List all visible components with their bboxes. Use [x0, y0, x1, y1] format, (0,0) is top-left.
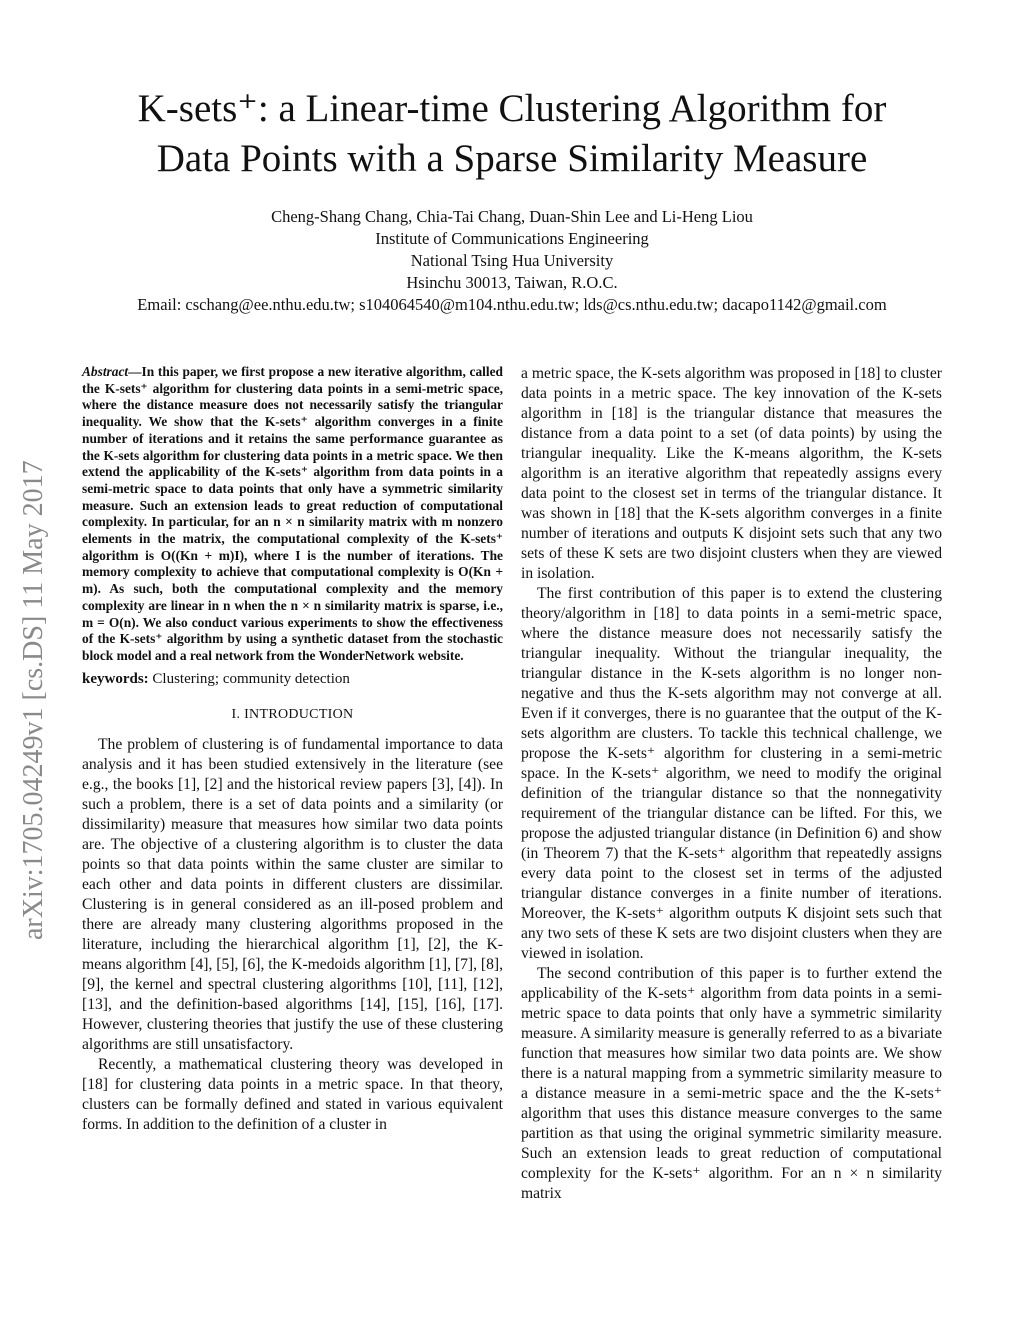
right-column [521, 364, 942, 1204]
paper-title [0, 84, 1024, 184]
keywords-label: keywords: [82, 670, 149, 687]
author-names: Cheng-Shang Chang, Chia-Tai Chang, Duan-Shin Lee and Li-Heng Liou [271, 207, 753, 226]
affiliation-institute: Institute of Communications Engineering [375, 229, 649, 248]
section-heading: I. INTRODUCTION [231, 706, 354, 722]
author-emails: Email: cschang@ee.nthu.edu.tw; s104064540@m104.nthu.edu.tw; lds@cs.nthu.edu.tw; dacapo1142@gmail.com [137, 295, 887, 314]
intro-paragraph-1: The problem of clustering is of fundamental importance to data analysis and it has been studied extensively in the literature (see e.g., the books [1], [2] and the historical review papers [3], [4]). In such a problem, there is a set of data points and a similarity (or dissimilarity) measure that measures how similar two data points are. The objective of a clustering algorithm is to cluster the data points so that data points within the same cluster are similar to each other and data points in different clusters are dissimilar. Clustering is in general considered as an ill-posed problem and there are already many clustering algorithms proposed in the literature, including the hierarchical algorithm [1], [2], the K-means algorithm [4], [5], [6], the K-medoids algorithm [1], [7], [8], [9], the kernel and spectral clustering algorithms [10], [11], [12], [13], and the definition-based algorithms [14], [15], [16], [17]. However, clustering theories that justify the use of these clustering algorithms are still unsatisfactory. [82, 735, 503, 1053]
abstract-text: —In this paper, we first propose a new iterative algorithm, called the K-sets⁺ algorithm for clustering data points in a semi-metric space, where the distance measure does not necessarily satisfy the triangular inequality. We show that the K-sets⁺ algorithm converges in a finite number of iterations and it retains the same performance guarantee as the K-sets algorithm for clustering data points in a metric space. We then extend the applicability of the K-sets⁺ algorithm from data points in a semi-metric space to data points that only have a symmetric similarity measure. Such an extension leads to great reduction of computational complexity. In particular, for an n × n similarity matrix with m nonzero elements in the matrix, the computational complexity of the K-sets⁺ algorithm is O((Kn + m)I), where I is the number of iterations. The memory complexity to achieve that computational complexity is O(Kn + m). As such, both the computational complexity and the memory complexity are linear in n when the n × n similarity matrix is sparse, i.e., m = O(n). We also conduct various experiments to show the effectiveness of the K-sets⁺ algorithm by using a synthetic dataset from the stochastic block model and a real network from the WonderNetwork website. [82, 364, 503, 663]
abstract-label: Abstract [82, 364, 129, 379]
title-line-2: Data Points with a Sparse Similarity Measure [156, 137, 868, 180]
affiliation-university: National Tsing Hua University [410, 251, 614, 270]
affiliation-address: Hsinchu 30013, Taiwan, R.O.C. [406, 273, 618, 292]
author-block [0, 206, 1024, 316]
title-line-1: K-sets⁺: a Linear-time Clustering Algorithm for [137, 87, 887, 130]
intro-paragraph-3: a metric space, the K-sets algorithm was proposed in [18] to cluster data points in a metric space. The key innovation of the K-sets algorithm in [18] is the triangular distance that measures the distance from a data point to a set (of data points) by using the triangular inequality. Like the K-means algorithm, the K-sets algorithm is an iterative algorithm that repeatedly assigns every data point to the closest set in terms of the triangular distance. It was shown in [18] that the K-sets algorithm converges in a finite number of iterations and outputs K disjoint sets such that any two sets of these K sets are two disjoint clusters when they are viewed in isolation. [521, 365, 942, 582]
intro-paragraph-5: The second contribution of this paper is to further extend the applicability of the K-sets⁺ algorithm from data points in a semi-metric space to data points that only have a symmetric similarity measure. A similarity measure is generally referred to as a bivariate function that measures how similar two data points are. We show there is a natural mapping from a symmetric similarity measure to a distance measure in a semi-metric space and the the K-sets⁺ algorithm that uses this distance measure converges to the same partition as that using the original symmetric similarity measure. Such an extension leads to great reduction of computational complexity for the K-sets⁺ algorithm. For an n × n similarity matrix [521, 965, 942, 1202]
intro-paragraph-2: Recently, a mathematical clustering theory was developed in [18] for clustering data points in a metric space. In that theory, clusters can be formally defined and stated in various equivalent forms. In addition to the definition of a cluster in [82, 1055, 503, 1133]
intro-paragraph-4: The first contribution of this paper is to extend the clustering theory/algorithm in [18] to data points in a semi-metric space, where the distance measure does not necessarily satisfy the triangular inequality. Without the triangular inequality, the triangular distance in the K-sets algorithm is no longer non-negative and thus the K-sets algorithm may not converge at all. Even if it converges, there is no guarantee that the output of the K-sets algorithm are clusters. To tackle this technical challenge, we propose the K-sets⁺ algorithm for clustering in a semi-metric space. In the K-sets⁺ algorithm, we need to modify the original definition of the triangular distance so that the nonnegativity requirement of the triangular distance can be lifted. For this, we propose the adjusted triangular distance (in Definition 6) and show (in Theorem 7) that the K-sets⁺ algorithm that repeatedly assigns every data point to the closest set in terms of the adjusted triangular distance converges in a finite number of iterations. Moreover, the K-sets⁺ algorithm outputs K disjoint sets such that any two sets of these K sets are two disjoint clusters when they are viewed in isolation. [521, 585, 942, 962]
keywords [82, 669, 503, 689]
keywords-text: Clustering; community detection [148, 670, 350, 687]
arxiv-stamp: arXiv:1705.04249v1 [cs.DS] 11 May 2017 [18, 460, 49, 940]
abstract [82, 364, 503, 665]
left-column [82, 364, 503, 1135]
